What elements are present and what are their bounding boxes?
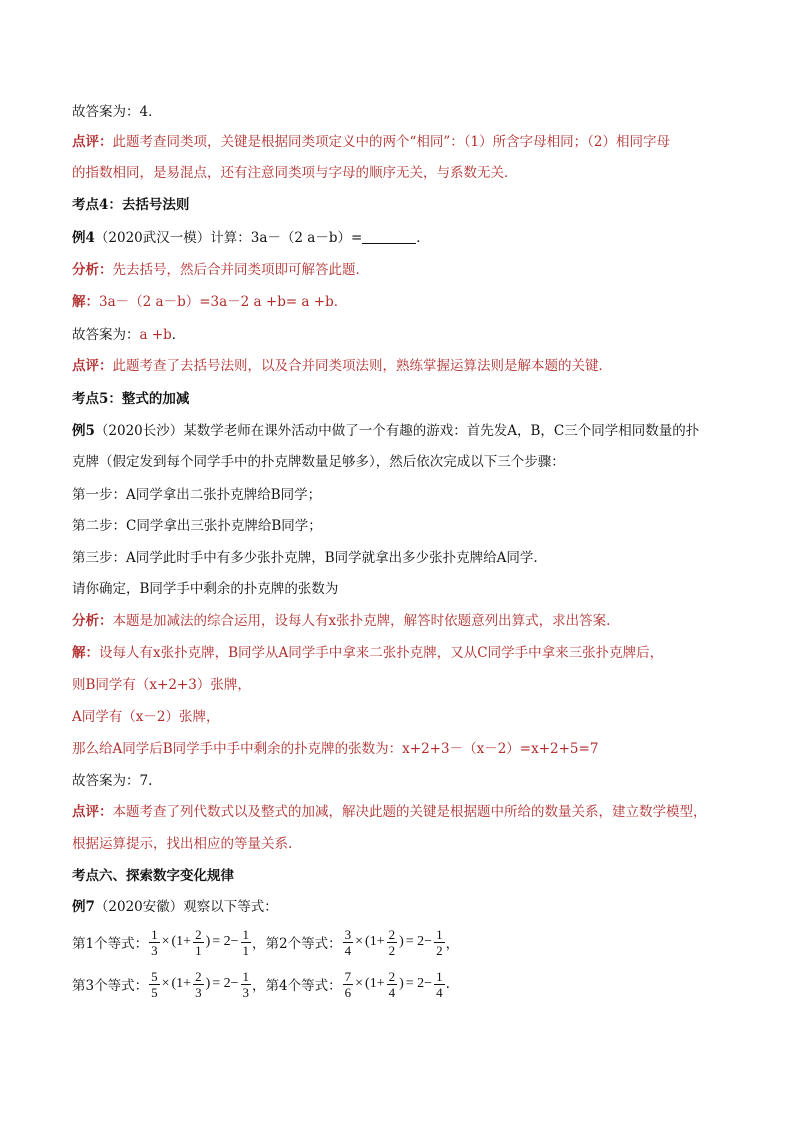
equals-part: = 2−	[405, 976, 433, 991]
denominator: 6	[344, 984, 352, 1000]
comment-line-5-2: 根据运算提示，找出相应的等量关系.	[72, 836, 293, 852]
period: .	[445, 976, 450, 992]
example-text: （2020武汉一模）计算：3a－（2 a－b）=	[94, 230, 363, 246]
equation-row-1	[72, 922, 459, 962]
analysis-text: 先去括号，然后合并同类项即可解答此题．	[112, 262, 369, 278]
solution-line-5-4: 那么给A同学后B同学手中手中剩余的扑克牌的张数为：x+2+3－（x－2）=x+2+5=7	[72, 741, 599, 757]
fraction	[434, 969, 445, 1000]
answer-end: ．	[171, 327, 186, 343]
comment-text: 此题考查了去括号法则，以及合并同类项法则，熟练掌握运算法则是解本题的关键．	[112, 358, 612, 374]
denominator: 1	[195, 942, 202, 958]
times-sign: ×	[355, 976, 364, 991]
comment-label: 点评：	[72, 358, 113, 374]
example-label: 例4	[72, 230, 95, 246]
example-end: ．	[416, 230, 430, 246]
numerator: 1	[242, 926, 250, 942]
example-5-line-2: 克牌（假定发到每个同学手中的扑克牌数量足够多），然后依次完成以下三个步骤：	[72, 454, 565, 470]
close-paren: )	[205, 934, 211, 949]
analysis-line-4	[72, 260, 369, 280]
answer-blank	[362, 229, 416, 244]
fraction	[343, 927, 354, 958]
denominator: 2	[436, 942, 443, 958]
example-4-line	[72, 228, 430, 248]
numerator: 1	[436, 926, 443, 942]
denominator: 5	[151, 984, 158, 1000]
step-2: 第二步：C同学拿出三张扑克牌给B同学；	[72, 518, 322, 534]
open-paren: (1+	[171, 976, 192, 991]
comment-text: 本题考查了列代数式以及整式的加减，解决此题的关键是根据题中所给的数量关系，建立数学模型，	[112, 804, 707, 820]
close-paren: )	[205, 976, 211, 991]
equals-part: = 2−	[212, 934, 239, 949]
solution-line-5-1	[72, 643, 663, 663]
analysis-label: 分析：	[72, 613, 113, 629]
denominator: 3	[242, 984, 250, 1000]
analysis-text: 本题是加减法的综合运用，设每人有x张扑克牌，解答时依题意列出算式，求出答案.	[112, 613, 611, 629]
section-heading-6: 考点六、探索数字变化规律	[72, 868, 234, 884]
solution-line-5-2: 则B同学有（x+2+3）张牌，	[72, 677, 251, 693]
solution-line-5-3: A同学有（x－2）张牌，	[72, 709, 220, 725]
equation-label: ，第2个等式：	[252, 936, 342, 952]
denominator: 4	[388, 984, 396, 1000]
denominator: 3	[195, 984, 202, 1000]
example-5-line-1	[72, 421, 699, 441]
example-7-line	[72, 897, 278, 917]
numerator: 2	[195, 926, 202, 942]
example-text: （2020长沙）某数学老师在课外活动中做了一个有趣的游戏：首先发A，B，C三个同学相同数量的扑	[94, 423, 700, 439]
equation-row-2	[72, 964, 450, 1004]
solution-text: 设每人有x张扑克牌，B同学从A同学手中拿来二张扑克牌，又从C同学手中拿来三张扑克牌后，	[99, 645, 664, 661]
comment-line-4	[72, 356, 612, 376]
comment-label: 点评：	[72, 804, 113, 820]
denominator: 4	[344, 942, 352, 958]
denominator: 2	[388, 942, 396, 958]
section-heading-4: 考点4：去括号法则	[72, 197, 190, 213]
times-sign: ×	[161, 976, 170, 991]
question-line: 请你确定，B同学手中剩余的扑克牌的张数为	[72, 581, 339, 597]
numerator: 1	[436, 968, 443, 984]
analysis-line-5	[72, 611, 610, 631]
fraction	[343, 969, 354, 1000]
denominator: 4	[436, 984, 443, 1000]
answer-line-1: 故答案为：4．	[72, 104, 162, 120]
numerator: 1	[242, 968, 250, 984]
close-paren: )	[399, 976, 404, 991]
answer-prefix: 故答案为：	[72, 327, 140, 343]
example-label: 例7	[72, 899, 95, 915]
fraction	[193, 927, 204, 958]
comment-line-5-1	[72, 802, 707, 822]
section-heading-5: 考点5：整式的加减	[72, 391, 190, 407]
fraction	[149, 927, 160, 958]
answer-line-5: 故答案为：7.	[72, 773, 153, 789]
numerator: 3	[344, 926, 352, 942]
analysis-label: 分析：	[72, 262, 113, 278]
solution-line-4	[72, 292, 347, 312]
fraction	[149, 969, 160, 1000]
comment-text: 此题考查同类项，关键是根据同类项定义中的两个“相同”：（1）所含字母相同；（2）相同字母	[112, 134, 670, 150]
open-paren: (1+	[365, 976, 385, 991]
equals-part: = 2−	[212, 976, 239, 991]
open-paren: (1+	[171, 934, 192, 949]
denominator: 1	[242, 942, 250, 958]
numerator: 2	[388, 968, 396, 984]
fraction	[241, 969, 252, 1000]
comment-line-1	[72, 132, 670, 152]
equation-label: 第1个等式：	[72, 936, 149, 952]
solution-label: 解：	[72, 645, 99, 661]
numerator: 1	[151, 926, 158, 942]
solution-label: 解：	[72, 294, 99, 310]
step-3: 第三步：A同学此时手中有多少张扑克牌，B同学就拿出多少张扑克牌给A同学.	[72, 550, 538, 566]
example-label: 例5	[72, 423, 95, 439]
numerator: 7	[344, 968, 352, 984]
example-text: （2020安徽）观察以下等式：	[94, 899, 278, 915]
equals-part: = 2−	[405, 934, 433, 949]
open-paren: (1+	[365, 934, 385, 949]
fraction	[387, 969, 398, 1000]
fraction	[387, 927, 398, 958]
solution-text: 3a－（2 a－b）=3a－2 a +b= a +b．	[99, 294, 348, 310]
fraction	[434, 927, 445, 958]
equation-label: ，第4个等式：	[252, 978, 342, 994]
fraction	[241, 927, 252, 958]
step-1: 第一步：A同学拿出二张扑克牌给B同学；	[72, 487, 322, 503]
close-paren: )	[399, 934, 404, 949]
comment-label: 点评：	[72, 134, 113, 150]
answer-value: a +b	[139, 327, 172, 343]
times-sign: ×	[355, 934, 364, 949]
comment-line-2: 的指数相同，是易混点，还有注意同类项与字母的顺序无关，与系数无关．	[72, 165, 518, 181]
comma: ，	[445, 936, 460, 952]
equation-label: 第3个等式：	[72, 978, 149, 994]
times-sign: ×	[161, 934, 170, 949]
numerator: 2	[388, 926, 396, 942]
answer-line-4	[72, 325, 185, 345]
denominator: 3	[151, 942, 158, 958]
numerator: 5	[151, 968, 158, 984]
numerator: 2	[195, 968, 202, 984]
fraction	[193, 969, 204, 1000]
